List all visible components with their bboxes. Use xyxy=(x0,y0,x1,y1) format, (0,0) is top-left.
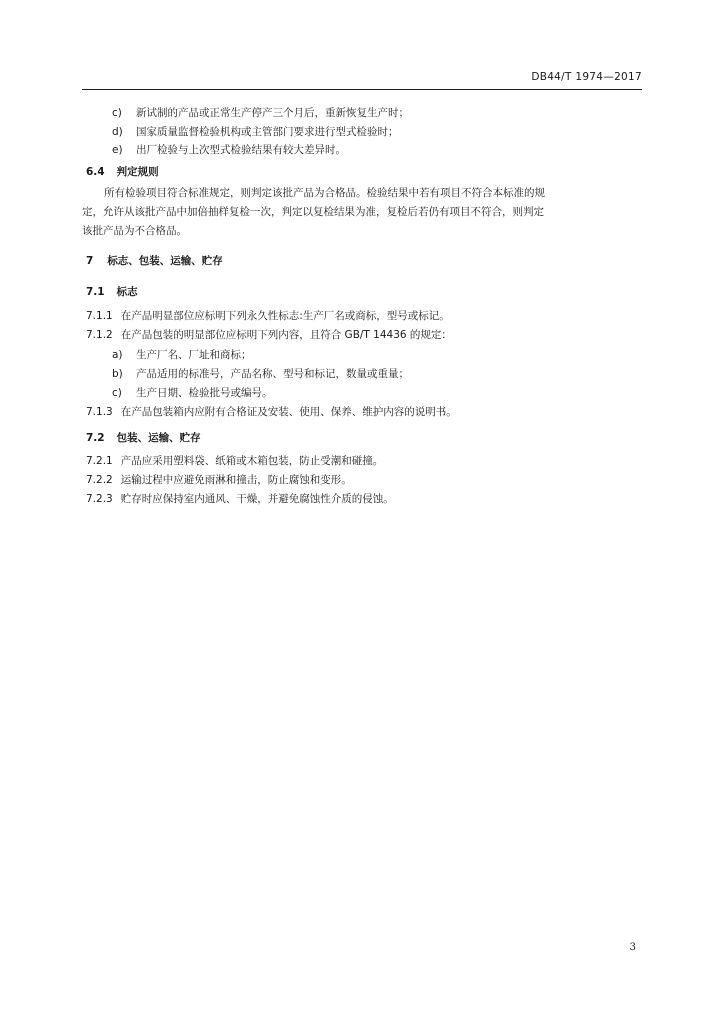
list-item-text: 产品适用的标准号，产品名称、型号和标记，数量或重量； xyxy=(136,368,409,380)
clause-number: 7.2.3 xyxy=(86,493,113,505)
clause-text: 运输过程中应避免雨淋和撞击，防止腐蚀和变形。 xyxy=(120,474,352,486)
clause-number: 7.1.1 xyxy=(86,310,113,322)
chapter-title: 标志、包装、运输、贮存 xyxy=(107,255,223,267)
paragraph-line: 该批产品为不合格品。 xyxy=(82,225,187,237)
list-item-c xyxy=(112,106,409,120)
list-item-d xyxy=(112,125,399,139)
clause-text: 在产品包装箱内应附有合格证及安装、使用、保养、维护内容的说明书。 xyxy=(120,406,457,418)
section-title: 标志 xyxy=(116,286,138,298)
page-number: 3 xyxy=(629,942,636,953)
section-heading-7-1 xyxy=(86,285,138,299)
clause-7-2-3 xyxy=(86,492,394,506)
clause-number: 7.1.2 xyxy=(86,329,113,341)
section-number: 7.1 xyxy=(86,286,105,298)
clause-text: 产品应采用塑料袋、纸箱或木箱包装，防止受潮和碰撞。 xyxy=(120,455,384,467)
section-heading-7-2 xyxy=(86,431,201,445)
chapter-number: 7 xyxy=(86,255,94,267)
paragraph-line: 定，允许从该批产品中加倍抽样复检一次，判定以复检结果为准，复检后若仍有项目不符合，则判定 xyxy=(82,206,544,218)
clause-7-1-2 xyxy=(86,328,452,342)
section-number: 7.2 xyxy=(86,432,105,444)
section-heading-6-4 xyxy=(86,165,159,179)
list-item-label: b) xyxy=(112,368,123,380)
clause-7-2-1 xyxy=(86,454,383,468)
header-divider xyxy=(82,89,642,90)
list-item-label: a) xyxy=(112,349,123,361)
list-item-text: 国家质量监督检验机构或主管部门要求进行型式检验时； xyxy=(136,126,399,138)
section-title: 判定规则 xyxy=(116,166,159,178)
list-item-e xyxy=(112,143,346,157)
list-item-text: 新试制的产品或正常生产停产三个月后，重新恢复生产时； xyxy=(136,107,409,119)
list-item-label: c) xyxy=(112,387,122,399)
clause-text: 在产品明显部位应标明下列永久性标志:生产厂名或商标，型号或标记。 xyxy=(120,310,450,322)
clause-text: 在产品包装的明显部位应标明下列内容，且符合 GB/T 14436 的规定： xyxy=(120,329,452,341)
document-code: DB44/T 1974—2017 xyxy=(531,71,642,83)
section-title: 包装、运输、贮存 xyxy=(116,432,201,444)
clause-number: 7.2.1 xyxy=(86,455,113,467)
clause-7-1-3 xyxy=(86,405,457,419)
list-item-text: 生产厂名、厂址和商标； xyxy=(136,349,252,361)
list-item-c xyxy=(112,386,273,400)
list-item-text: 出厂检验与上次型式检验结果有较大差异时。 xyxy=(136,144,346,156)
clause-text: 贮存时应保持室内通风、干燥，并避免腐蚀性介质的侵蚀。 xyxy=(120,493,394,505)
clause-7-2-2 xyxy=(86,473,352,487)
list-item-b xyxy=(112,367,409,381)
clause-number: 7.1.3 xyxy=(86,406,113,418)
section-number: 6.4 xyxy=(86,166,105,178)
clause-number: 7.2.2 xyxy=(86,474,113,486)
list-item-a xyxy=(112,348,252,362)
chapter-heading-7 xyxy=(86,254,223,268)
list-item-text: 生产日期、检验批号或编号。 xyxy=(136,387,273,399)
paragraph-line: 所有检验项目符合标准规定，则判定该批产品为合格品。检验结果中若有项目不符合本标准的规 xyxy=(104,187,545,199)
list-item-label: d) xyxy=(112,126,123,138)
list-item-label: c) xyxy=(112,107,122,119)
list-item-label: e) xyxy=(112,144,123,156)
clause-7-1-1 xyxy=(86,309,450,323)
